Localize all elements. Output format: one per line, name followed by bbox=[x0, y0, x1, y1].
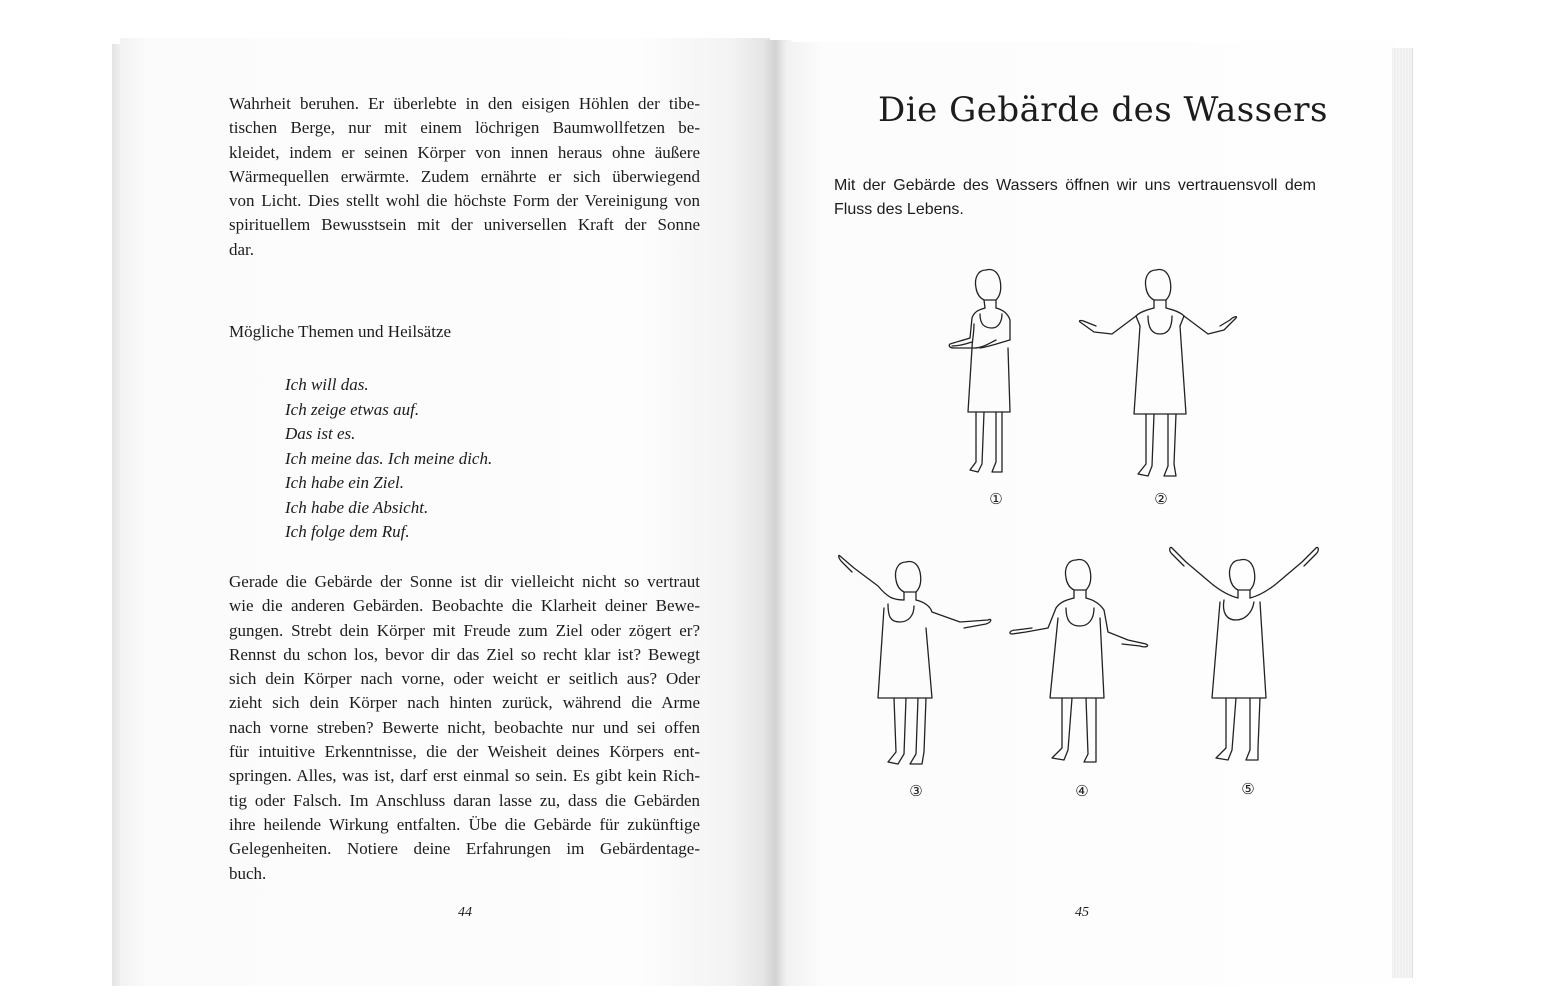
text-line: für intuitive Erkenntnisse, die der Weisheit deines Körpers ent- bbox=[229, 742, 700, 762]
figure-4-illustration bbox=[1004, 548, 1154, 778]
text-line: Wärmequellen erwärmte. Zudem ernährte er sich überwiegend bbox=[229, 166, 700, 186]
text-line: nach vorne streben? Bewerte nicht, beobachte nur und sei offen bbox=[229, 717, 700, 737]
text-line: Gelegenheiten. Notiere deine Erfahrungen im Gebärdentage- bbox=[229, 839, 700, 859]
figure-number-1: ① bbox=[989, 490, 1003, 508]
healing-sentence: Ich will das. bbox=[285, 375, 369, 394]
section-heading: Mögliche Themen und Heilsätze bbox=[229, 322, 452, 341]
text-line: gungen. Strebt dein Körper mit Freude zum Ziel oder zögert er? bbox=[229, 620, 700, 640]
text-line: Rennst du schon los, bevor dir das Ziel so recht klar ist? Bewegt bbox=[229, 644, 700, 664]
right-page-number: 45 bbox=[1075, 905, 1089, 920]
text-line: wie die anderen Gebärden. Beobachte die Klarheit deiner Bewe- bbox=[229, 596, 700, 616]
figure-number-2: ② bbox=[1154, 490, 1168, 508]
text-line: Mit der Gebärde des Wassers öffnen wir uns vertrauensvoll dem bbox=[834, 177, 1316, 194]
left-page-number: 44 bbox=[458, 905, 472, 920]
figure-1-illustration bbox=[940, 262, 1040, 482]
text-line: buch. bbox=[229, 863, 267, 883]
text-line: tig oder Falsch. Im Anschluss daran lasse zu, dass die Gebärden bbox=[229, 790, 700, 810]
text-line: zieht sich dein Körper nach hinten zurück, während die Arme bbox=[229, 693, 700, 713]
figure-5-illustration bbox=[1164, 542, 1324, 778]
left-paragraph-1 bbox=[229, 92, 700, 262]
intro-text bbox=[834, 174, 1316, 222]
page-title: Die Gebärde des Wassers bbox=[878, 90, 1328, 130]
text-line: sich dein Körper nach vorne, oder weicht er seitlich aus? Oder bbox=[229, 669, 700, 689]
text-line: springen. Alles, was ist, darf erst einmal so sein. Es gibt kein Rich- bbox=[229, 766, 700, 786]
text-line: Wahrheit beruhen. Er überlebte in den eisigen Höhlen der tibe- bbox=[229, 94, 700, 113]
healing-sentences bbox=[285, 373, 492, 545]
figure-number-5: ⑤ bbox=[1241, 780, 1255, 798]
text-line: ihre heilende Wirkung entfalten. Übe die Gebärde für zukünftige bbox=[229, 814, 700, 834]
left-paragraph-2 bbox=[229, 570, 700, 886]
text-line: von Licht. Dies stellt wohl die höchste Form der Vereinigung von bbox=[229, 191, 700, 211]
healing-sentence: Ich habe die Absicht. bbox=[285, 497, 429, 517]
healing-sentence: Das ist es. bbox=[285, 424, 356, 443]
text-line: spirituellem Bewusstsein mit der universellen Kraft der Sonne bbox=[229, 215, 700, 235]
healing-sentence: Ich habe ein Ziel. bbox=[285, 473, 404, 492]
figure-3-illustration bbox=[828, 548, 998, 778]
healing-sentence: Ich zeige etwas auf. bbox=[285, 399, 420, 419]
healing-sentence: Ich folge dem Ruf. bbox=[285, 522, 410, 541]
text-line: tischen Berge, nur mit einem löchrigen Baumwollfetzen be- bbox=[229, 118, 700, 138]
figure-2-illustration bbox=[1072, 262, 1242, 482]
figure-number-4: ④ bbox=[1075, 782, 1089, 800]
figure-number-3: ③ bbox=[909, 782, 923, 800]
text-line: Gerade die Gebärde der Sonne ist dir vielleicht nicht so vertraut bbox=[229, 572, 700, 591]
text-line: Fluss des Lebens. bbox=[834, 201, 964, 218]
text-line: dar. bbox=[229, 239, 255, 259]
text-line: kleidet, indem er seinen Körper von innen heraus ohne äußere bbox=[229, 142, 700, 162]
right-page-edge bbox=[1392, 48, 1413, 978]
healing-sentence: Ich meine das. Ich meine dich. bbox=[285, 448, 493, 468]
